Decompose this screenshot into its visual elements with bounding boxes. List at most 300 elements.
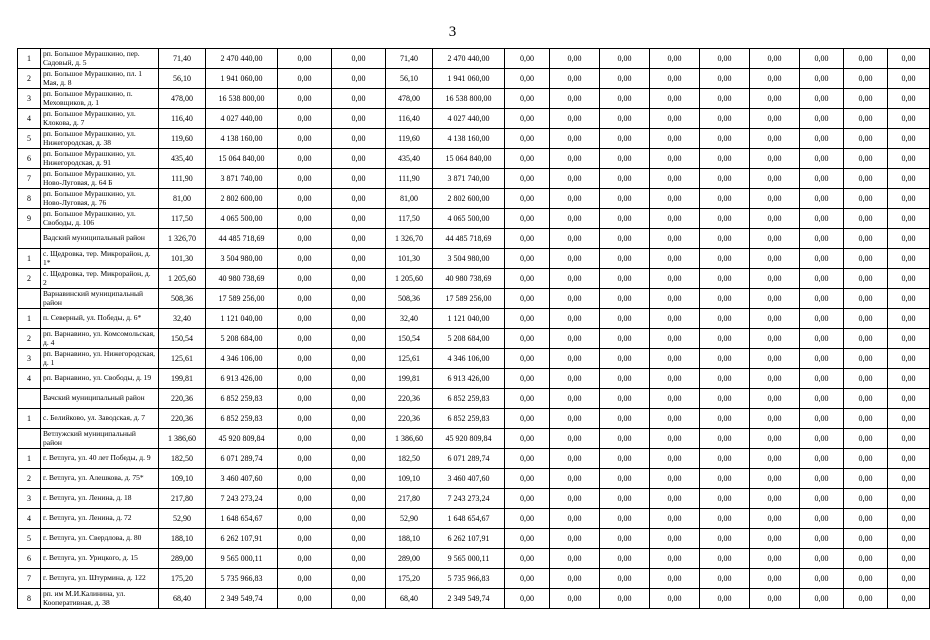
- value-cell: 0,00: [888, 69, 930, 89]
- value-cell: 0,00: [750, 349, 800, 369]
- value-cell: 1 121 040,00: [206, 309, 278, 329]
- value-cell: 0,00: [332, 169, 386, 189]
- value-cell: 52,90: [159, 509, 206, 529]
- value-cell: 4 138 160,00: [206, 129, 278, 149]
- value-cell: 0,00: [650, 309, 700, 329]
- value-cell: 0,00: [888, 389, 930, 409]
- value-cell: 4 346 106,00: [433, 349, 505, 369]
- value-cell: 0,00: [278, 229, 332, 249]
- value-cell: 0,00: [505, 369, 550, 389]
- row-number-cell: 5: [18, 129, 41, 149]
- value-cell: 4 065 500,00: [206, 209, 278, 229]
- value-cell: 0,00: [650, 469, 700, 489]
- value-cell: 0,00: [844, 469, 888, 489]
- row-number-cell: 1: [18, 309, 41, 329]
- address-cell: рп. Большое Мурашкино, ул. Свободы, д. 106: [41, 209, 159, 229]
- row-number-cell: 4: [18, 109, 41, 129]
- value-cell: 0,00: [800, 409, 844, 429]
- value-cell: 0,00: [888, 249, 930, 269]
- value-cell: 0,00: [332, 109, 386, 129]
- value-cell: 0,00: [278, 49, 332, 69]
- value-cell: 0,00: [650, 429, 700, 449]
- value-cell: 0,00: [505, 249, 550, 269]
- table-row: [18, 69, 930, 89]
- value-cell: 0,00: [800, 169, 844, 189]
- value-cell: 182,50: [159, 449, 206, 469]
- value-cell: 0,00: [650, 369, 700, 389]
- value-cell: 0,00: [700, 189, 750, 209]
- value-cell: 0,00: [650, 129, 700, 149]
- value-cell: 0,00: [888, 189, 930, 209]
- value-cell: 0,00: [650, 209, 700, 229]
- value-cell: 109,10: [386, 469, 433, 489]
- value-cell: 5 208 684,00: [206, 329, 278, 349]
- value-cell: 0,00: [700, 489, 750, 509]
- value-cell: 0,00: [505, 189, 550, 209]
- value-cell: 0,00: [600, 189, 650, 209]
- value-cell: 0,00: [600, 209, 650, 229]
- value-cell: 0,00: [844, 329, 888, 349]
- value-cell: 116,40: [386, 109, 433, 129]
- value-cell: 0,00: [844, 129, 888, 149]
- value-cell: 6 913 426,00: [206, 369, 278, 389]
- address-cell: Варнавинский муниципальный район: [41, 289, 159, 309]
- value-cell: 508,36: [386, 289, 433, 309]
- value-cell: 0,00: [700, 349, 750, 369]
- value-cell: 0,00: [750, 569, 800, 589]
- address-cell: г. Ветлуга, ул. Алешкова, д. 75*: [41, 469, 159, 489]
- value-cell: 0,00: [700, 249, 750, 269]
- row-number-cell: 7: [18, 169, 41, 189]
- value-cell: 0,00: [505, 49, 550, 69]
- value-cell: 0,00: [750, 429, 800, 449]
- value-cell: 0,00: [700, 49, 750, 69]
- table-row: [18, 289, 930, 309]
- value-cell: 0,00: [750, 169, 800, 189]
- value-cell: 40 980 738,69: [206, 269, 278, 289]
- row-number-cell: 8: [18, 589, 41, 609]
- value-cell: 0,00: [550, 469, 600, 489]
- value-cell: 16 538 800,00: [206, 89, 278, 109]
- table-row: [18, 429, 930, 449]
- value-cell: 0,00: [600, 409, 650, 429]
- value-cell: 0,00: [278, 289, 332, 309]
- value-cell: 0,00: [844, 109, 888, 129]
- value-cell: 175,20: [159, 569, 206, 589]
- value-cell: 4 027 440,00: [206, 109, 278, 129]
- value-cell: 0,00: [550, 249, 600, 269]
- value-cell: 0,00: [844, 169, 888, 189]
- value-cell: 0,00: [800, 509, 844, 529]
- value-cell: 220,36: [386, 389, 433, 409]
- value-cell: 0,00: [650, 549, 700, 569]
- value-cell: 6 852 259,83: [206, 389, 278, 409]
- value-cell: 220,36: [159, 389, 206, 409]
- value-cell: 17 589 256,00: [433, 289, 505, 309]
- value-cell: 0,00: [700, 469, 750, 489]
- value-cell: 6 071 289,74: [206, 449, 278, 469]
- value-cell: 0,00: [600, 329, 650, 349]
- value-cell: 0,00: [600, 509, 650, 529]
- value-cell: 199,81: [386, 369, 433, 389]
- value-cell: 0,00: [800, 249, 844, 269]
- value-cell: 2 470 440,00: [433, 49, 505, 69]
- value-cell: 0,00: [800, 469, 844, 489]
- value-cell: 0,00: [550, 209, 600, 229]
- value-cell: 0,00: [550, 329, 600, 349]
- row-number-cell: 1: [18, 409, 41, 429]
- value-cell: 0,00: [550, 109, 600, 129]
- value-cell: 9 565 000,11: [206, 549, 278, 569]
- value-cell: 0,00: [278, 309, 332, 329]
- value-cell: 3 871 740,00: [433, 169, 505, 189]
- value-cell: 15 064 840,00: [433, 149, 505, 169]
- value-cell: 0,00: [844, 589, 888, 609]
- address-cell: г. Ветлуга, ул. 40 лет Победы, д. 9: [41, 449, 159, 469]
- value-cell: 0,00: [750, 509, 800, 529]
- value-cell: 0,00: [600, 149, 650, 169]
- value-cell: 0,00: [278, 189, 332, 209]
- value-cell: 0,00: [844, 229, 888, 249]
- value-cell: 44 485 718,69: [433, 229, 505, 249]
- table-row: [18, 529, 930, 549]
- value-cell: 0,00: [888, 369, 930, 389]
- row-number-cell: 2: [18, 329, 41, 349]
- value-cell: 0,00: [650, 329, 700, 349]
- row-number-cell: 3: [18, 89, 41, 109]
- value-cell: 0,00: [888, 309, 930, 329]
- value-cell: 44 485 718,69: [206, 229, 278, 249]
- table-row: [18, 169, 930, 189]
- value-cell: 81,00: [386, 189, 433, 209]
- value-cell: 0,00: [888, 469, 930, 489]
- value-cell: 0,00: [750, 529, 800, 549]
- value-cell: 0,00: [550, 49, 600, 69]
- value-cell: 0,00: [550, 529, 600, 549]
- value-cell: 0,00: [505, 529, 550, 549]
- value-cell: 0,00: [650, 449, 700, 469]
- value-cell: 7 243 273,24: [433, 489, 505, 509]
- value-cell: 9 565 000,11: [433, 549, 505, 569]
- value-cell: 0,00: [750, 109, 800, 129]
- value-cell: 125,61: [386, 349, 433, 369]
- row-number-cell: 1: [18, 49, 41, 69]
- value-cell: 0,00: [600, 469, 650, 489]
- value-cell: 435,40: [159, 149, 206, 169]
- value-cell: 0,00: [332, 469, 386, 489]
- value-cell: 0,00: [278, 469, 332, 489]
- value-cell: 0,00: [800, 449, 844, 469]
- value-cell: 508,36: [159, 289, 206, 309]
- value-cell: 0,00: [800, 529, 844, 549]
- value-cell: 0,00: [505, 129, 550, 149]
- value-cell: 0,00: [844, 49, 888, 69]
- value-cell: 0,00: [505, 109, 550, 129]
- value-cell: 56,10: [159, 69, 206, 89]
- value-cell: 0,00: [750, 389, 800, 409]
- value-cell: 0,00: [650, 489, 700, 509]
- table-row: [18, 309, 930, 329]
- value-cell: 0,00: [700, 69, 750, 89]
- value-cell: 478,00: [386, 89, 433, 109]
- value-cell: 0,00: [600, 309, 650, 329]
- value-cell: 0,00: [700, 409, 750, 429]
- value-cell: 0,00: [332, 309, 386, 329]
- value-cell: 0,00: [600, 449, 650, 469]
- row-number-cell: 3: [18, 349, 41, 369]
- value-cell: 0,00: [332, 329, 386, 349]
- value-cell: 2 349 549,74: [433, 589, 505, 609]
- value-cell: 6 852 259,83: [433, 389, 505, 409]
- value-cell: 0,00: [278, 209, 332, 229]
- value-cell: 0,00: [600, 529, 650, 549]
- value-cell: 0,00: [844, 89, 888, 109]
- value-cell: 0,00: [600, 569, 650, 589]
- value-cell: 4 346 106,00: [206, 349, 278, 369]
- value-cell: 0,00: [332, 389, 386, 409]
- value-cell: 217,80: [386, 489, 433, 509]
- value-cell: 0,00: [888, 229, 930, 249]
- value-cell: 0,00: [332, 369, 386, 389]
- value-cell: 4 027 440,00: [433, 109, 505, 129]
- value-cell: 0,00: [332, 69, 386, 89]
- value-cell: 0,00: [800, 49, 844, 69]
- table-row: [18, 209, 930, 229]
- value-cell: 2 802 600,00: [206, 189, 278, 209]
- value-cell: 0,00: [888, 349, 930, 369]
- value-cell: 0,00: [505, 549, 550, 569]
- value-cell: 0,00: [650, 69, 700, 89]
- value-cell: 5 208 684,00: [433, 329, 505, 349]
- address-cell: г. Ветлуга, ул. Свердлова, д. 80: [41, 529, 159, 549]
- table-row: [18, 489, 930, 509]
- value-cell: 0,00: [800, 289, 844, 309]
- value-cell: 0,00: [800, 429, 844, 449]
- value-cell: 1 205,60: [386, 269, 433, 289]
- address-cell: рп. Большое Мурашкино, ул. Клокова, д. 7: [41, 109, 159, 129]
- value-cell: 0,00: [505, 329, 550, 349]
- value-cell: 0,00: [505, 589, 550, 609]
- value-cell: 217,80: [159, 489, 206, 509]
- value-cell: 150,54: [159, 329, 206, 349]
- value-cell: 0,00: [550, 69, 600, 89]
- value-cell: 0,00: [600, 109, 650, 129]
- value-cell: 0,00: [888, 329, 930, 349]
- address-cell: рп. им М.И.Калинина, ул. Кооперативная, д. 38: [41, 589, 159, 609]
- value-cell: 0,00: [600, 589, 650, 609]
- value-cell: 0,00: [332, 49, 386, 69]
- value-cell: 6 262 107,91: [206, 529, 278, 549]
- value-cell: 188,10: [386, 529, 433, 549]
- value-cell: 0,00: [600, 69, 650, 89]
- value-cell: 0,00: [600, 389, 650, 409]
- value-cell: 0,00: [650, 149, 700, 169]
- value-cell: 0,00: [505, 209, 550, 229]
- value-cell: 0,00: [278, 369, 332, 389]
- value-cell: 101,30: [159, 249, 206, 269]
- value-cell: 2 349 549,74: [206, 589, 278, 609]
- address-cell: с. Щедровка, тер. Микрорайон, д. 2: [41, 269, 159, 289]
- value-cell: 0,00: [332, 549, 386, 569]
- value-cell: 0,00: [600, 549, 650, 569]
- value-cell: 0,00: [278, 89, 332, 109]
- value-cell: 0,00: [888, 89, 930, 109]
- value-cell: 0,00: [700, 289, 750, 309]
- value-cell: 0,00: [800, 569, 844, 589]
- value-cell: 0,00: [700, 369, 750, 389]
- value-cell: 0,00: [332, 409, 386, 429]
- value-cell: 0,00: [550, 449, 600, 469]
- value-cell: 0,00: [505, 269, 550, 289]
- value-cell: 0,00: [278, 489, 332, 509]
- value-cell: 0,00: [650, 189, 700, 209]
- value-cell: 119,60: [159, 129, 206, 149]
- value-cell: 0,00: [332, 89, 386, 109]
- value-cell: 0,00: [844, 269, 888, 289]
- value-cell: 0,00: [550, 129, 600, 149]
- value-cell: 1 205,60: [159, 269, 206, 289]
- table-row: [18, 109, 930, 129]
- value-cell: 0,00: [844, 489, 888, 509]
- value-cell: 111,90: [386, 169, 433, 189]
- value-cell: 40 980 738,69: [433, 269, 505, 289]
- value-cell: 0,00: [750, 589, 800, 609]
- value-cell: 0,00: [888, 289, 930, 309]
- value-cell: 0,00: [600, 169, 650, 189]
- value-cell: 0,00: [278, 529, 332, 549]
- value-cell: 119,60: [386, 129, 433, 149]
- value-cell: 0,00: [750, 129, 800, 149]
- value-cell: 0,00: [505, 509, 550, 529]
- value-cell: 0,00: [278, 569, 332, 589]
- value-cell: 0,00: [844, 369, 888, 389]
- value-cell: 0,00: [650, 89, 700, 109]
- row-number-cell: [18, 389, 41, 409]
- value-cell: 0,00: [888, 109, 930, 129]
- value-cell: 0,00: [650, 109, 700, 129]
- value-cell: 0,00: [278, 169, 332, 189]
- value-cell: 0,00: [505, 169, 550, 189]
- value-cell: 0,00: [844, 569, 888, 589]
- table-row: [18, 349, 930, 369]
- value-cell: 0,00: [750, 549, 800, 569]
- address-cell: рп. Большое Мурашкино, пер. Садовый, д. 5: [41, 49, 159, 69]
- value-cell: 6 852 259,83: [433, 409, 505, 429]
- value-cell: 0,00: [332, 429, 386, 449]
- value-cell: 0,00: [278, 269, 332, 289]
- value-cell: 0,00: [800, 549, 844, 569]
- value-cell: 0,00: [332, 449, 386, 469]
- address-cell: г. Ветлуга, ул. Ленина, д. 18: [41, 489, 159, 509]
- row-number-cell: 4: [18, 509, 41, 529]
- value-cell: 0,00: [844, 189, 888, 209]
- value-cell: 0,00: [700, 129, 750, 149]
- value-cell: 0,00: [700, 509, 750, 529]
- table-row: [18, 589, 930, 609]
- page-number: 3: [448, 24, 457, 40]
- value-cell: 0,00: [800, 329, 844, 349]
- address-cell: г. Ветлуга, ул. Урицкого, д. 15: [41, 549, 159, 569]
- value-cell: 0,00: [600, 89, 650, 109]
- value-cell: 1 386,60: [386, 429, 433, 449]
- table-row: [18, 189, 930, 209]
- value-cell: 478,00: [159, 89, 206, 109]
- row-number-cell: 7: [18, 569, 41, 589]
- value-cell: 2 470 440,00: [206, 49, 278, 69]
- value-cell: 0,00: [750, 489, 800, 509]
- value-cell: 0,00: [278, 349, 332, 369]
- value-cell: 0,00: [332, 489, 386, 509]
- value-cell: 0,00: [650, 569, 700, 589]
- value-cell: 0,00: [278, 549, 332, 569]
- value-cell: 0,00: [278, 589, 332, 609]
- value-cell: 0,00: [505, 149, 550, 169]
- value-cell: 0,00: [888, 269, 930, 289]
- value-cell: 0,00: [888, 429, 930, 449]
- value-cell: 0,00: [278, 69, 332, 89]
- value-cell: 0,00: [888, 409, 930, 429]
- address-cell: г. Ветлуга, ул. Штурмина, д. 122: [41, 569, 159, 589]
- address-cell: рп. Большое Мурашкино, ул. Нижегородская, д. 38: [41, 129, 159, 149]
- value-cell: 0,00: [800, 149, 844, 169]
- value-cell: 0,00: [800, 269, 844, 289]
- row-number-cell: 6: [18, 149, 41, 169]
- value-cell: 3 871 740,00: [206, 169, 278, 189]
- value-cell: 3 460 407,60: [206, 469, 278, 489]
- table-row: [18, 449, 930, 469]
- value-cell: 0,00: [550, 429, 600, 449]
- value-cell: 0,00: [888, 129, 930, 149]
- address-cell: рп. Варнавино, ул. Комсомольская, д. 4: [41, 329, 159, 349]
- value-cell: 0,00: [888, 569, 930, 589]
- value-cell: 0,00: [550, 489, 600, 509]
- value-cell: 0,00: [650, 529, 700, 549]
- value-cell: 0,00: [800, 489, 844, 509]
- value-cell: 0,00: [700, 89, 750, 109]
- value-cell: 0,00: [600, 249, 650, 269]
- value-cell: 0,00: [888, 489, 930, 509]
- value-cell: 3 504 980,00: [433, 249, 505, 269]
- value-cell: 6 262 107,91: [433, 529, 505, 549]
- value-cell: 0,00: [700, 209, 750, 229]
- value-cell: 0,00: [700, 549, 750, 569]
- value-cell: 117,50: [386, 209, 433, 229]
- value-cell: 1 941 060,00: [206, 69, 278, 89]
- value-cell: 0,00: [600, 349, 650, 369]
- row-number-cell: 9: [18, 209, 41, 229]
- value-cell: 0,00: [332, 149, 386, 169]
- address-cell: рп. Большое Мурашкино, ул. Ново-Луговая, д. 64 Б: [41, 169, 159, 189]
- value-cell: 0,00: [700, 529, 750, 549]
- value-cell: 0,00: [844, 149, 888, 169]
- value-cell: 0,00: [888, 529, 930, 549]
- value-cell: 0,00: [700, 109, 750, 129]
- value-cell: 32,40: [159, 309, 206, 329]
- address-cell: Вачский муниципальный район: [41, 389, 159, 409]
- value-cell: 0,00: [550, 269, 600, 289]
- value-cell: 116,40: [159, 109, 206, 129]
- value-cell: 0,00: [550, 169, 600, 189]
- address-cell: г. Ветлуга, ул. Ленина, д. 72: [41, 509, 159, 529]
- table-body: [18, 49, 930, 609]
- value-cell: 0,00: [888, 509, 930, 529]
- value-cell: 0,00: [278, 509, 332, 529]
- value-cell: 0,00: [844, 409, 888, 429]
- value-cell: 0,00: [650, 229, 700, 249]
- value-cell: 0,00: [750, 409, 800, 429]
- value-cell: 1 386,60: [159, 429, 206, 449]
- value-cell: 0,00: [505, 389, 550, 409]
